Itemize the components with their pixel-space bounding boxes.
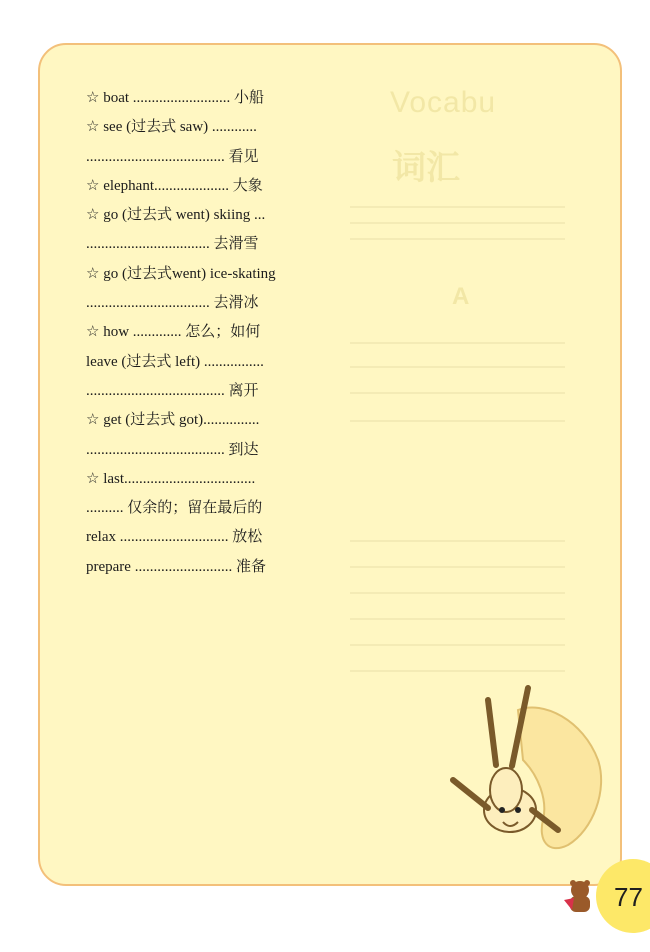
faded-title: Vocabu: [390, 86, 497, 119]
faded-chinese-title: 词汇: [392, 149, 460, 187]
faded-line: [350, 392, 565, 394]
vocab-line: ☆ last...................................: [86, 470, 256, 487]
vocab-line: .......... 仅余的；留在最后的: [86, 500, 263, 517]
faded-line: [350, 644, 565, 646]
faded-line: [350, 540, 565, 542]
faded-line: [350, 366, 565, 368]
vocab-line: ☆ go (过去式went) ice-skating: [86, 265, 276, 282]
faded-line: [350, 420, 565, 422]
vocab-line: ................................. 去滑雪: [86, 236, 259, 253]
faded-line: [350, 206, 565, 208]
vocab-line: leave (过去式 left) ................: [86, 353, 264, 370]
bear-icon: [560, 878, 596, 918]
faded-line: [350, 222, 565, 224]
faded-line: [350, 592, 565, 594]
vocab-line: relax ............................. 放松: [86, 529, 263, 546]
vocab-line: ☆ boat .......................... 小船: [86, 90, 265, 106]
vocab-line: ..................................... 到达: [86, 441, 259, 458]
vocabulary-list: [86, 84, 326, 582]
vocab-line: ☆ go (过去式 went) skiing ...: [86, 207, 266, 224]
vocab-line: ................................. 去滑冰: [86, 295, 259, 312]
vocab-line: ☆ get (过去式 got)...............: [86, 412, 260, 429]
vocab-line: ☆ see (过去式 saw) ............: [86, 119, 257, 136]
vocab-line: ..................................... 离开: [86, 382, 259, 399]
page-number: 77: [614, 882, 643, 912]
faded-section-letter: A: [452, 283, 470, 310]
vocab-line: ..................................... 看见: [86, 148, 259, 165]
vocab-line: prepare .......................... 准备: [86, 558, 266, 575]
faded-line: [350, 342, 565, 344]
squirrel-illustration: [448, 680, 613, 870]
vocab-line: ☆ how ............. 怎么；如何: [86, 324, 261, 341]
faded-line: [350, 566, 565, 568]
faded-line: [350, 670, 565, 672]
faded-line: [350, 238, 565, 240]
faded-line: [350, 618, 565, 620]
vocab-line: ☆ elephant.................... 大象: [86, 177, 263, 194]
